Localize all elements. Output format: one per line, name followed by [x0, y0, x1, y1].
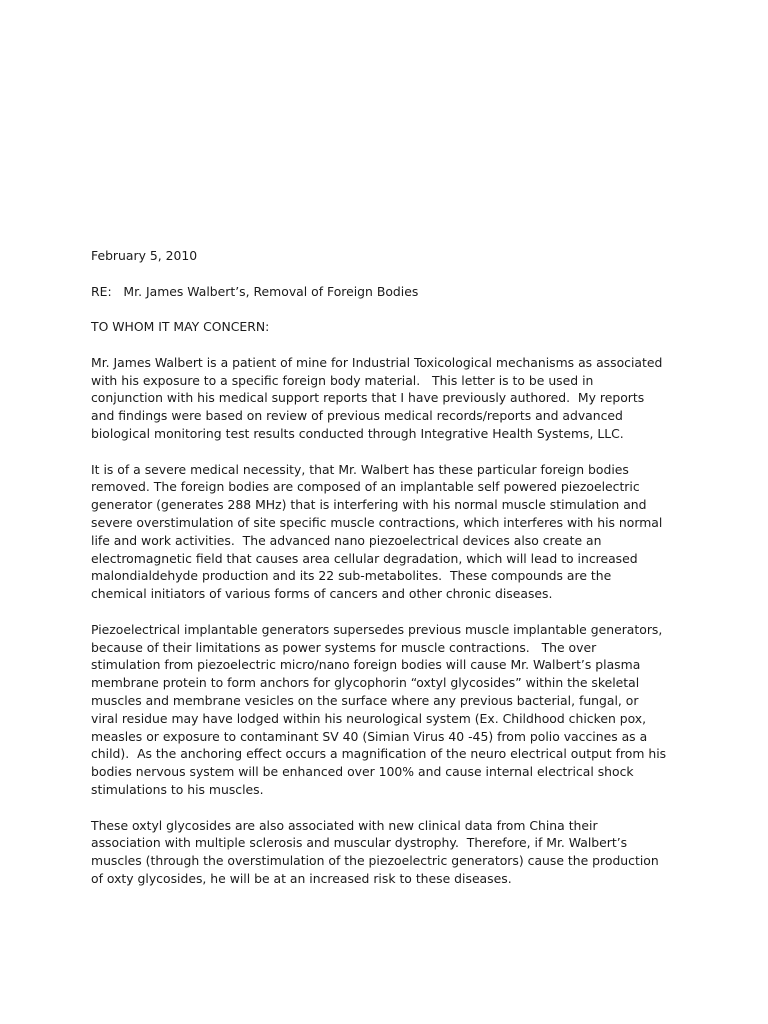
paragraph-line: viral residue may have lodged within his neurological system (Ex. Childhood chicken pox, — [91, 710, 647, 726]
paragraph-line: bodies nervous system will be enhanced over 100% and cause internal electrical shock — [91, 764, 634, 780]
paragraph-line: generator (generates 288 MHz) that is interfering with his normal muscle stimulation and — [91, 497, 647, 513]
paragraph-line: life and work activities. The advanced nano piezoelectrical devices also create an — [91, 532, 602, 548]
paragraph-line: biological monitoring test results conducted through Integrative Health Systems, LLC. — [91, 425, 624, 441]
salutation: TO WHOM IT MAY CONCERN: — [91, 319, 270, 335]
paragraph-line: These oxtyl glycosides are also associated with new clinical data from China their — [91, 817, 598, 833]
paragraph-line: severe overstimulation of site specific muscle contractions, which interferes with his normal — [91, 514, 663, 530]
spacer — [91, 443, 691, 461]
paragraph-line: and findings were based on review of previous medical records/reports and advanced — [91, 408, 623, 424]
paragraph-line: membrane protein to form anchors for glycophorin “oxtyl glycosides” within the skeletal — [91, 675, 640, 691]
spacer — [91, 799, 691, 817]
paragraph-line: It is of a severe medical necessity, that Mr. Walbert has these particular foreign bodies — [91, 461, 629, 477]
re-line: RE: Mr. James Walbert’s, Removal of Foreign Bodies — [91, 283, 419, 299]
spacer — [91, 603, 691, 621]
paragraph-line: removed. The foreign bodies are composed of an implantable self powered piezoelectric — [91, 479, 640, 495]
paragraph-2 — [91, 461, 691, 603]
letter-date: February 5, 2010 — [91, 248, 198, 263]
spacer — [91, 300, 691, 318]
letter-body — [91, 247, 691, 888]
paragraph-line: stimulations to his muscles. — [91, 781, 264, 797]
paragraph-line: of oxty glycosides, he will be at an increased risk to these diseases. — [91, 870, 512, 886]
paragraph-1 — [91, 354, 691, 443]
paragraph-line: chemical initiators of various forms of cancers and other chronic diseases. — [91, 586, 553, 602]
paragraph-line: electromagnetic field that causes area cellular degradation, which will lead to increased — [91, 550, 638, 566]
paragraph-line: muscles (through the overstimulation of the piezoelectric generators) cause the production — [91, 853, 659, 869]
paragraph-3 — [91, 621, 691, 799]
paragraph-line: measles or exposure to contaminant SV 40 (Simian Virus 40 -45) from polio vaccines as a — [91, 728, 648, 744]
paragraph-4 — [91, 817, 691, 888]
spacer — [91, 336, 691, 354]
spacer — [91, 265, 691, 283]
paragraph-line: conjunction with his medical support reports that I have previously authored. My reports — [91, 390, 645, 406]
paragraph-line: Mr. James Walbert is a patient of mine for Industrial Toxicological mechanisms as associated — [91, 354, 663, 370]
paragraph-line: because of their limitations as power systems for muscle contractions. The over — [91, 639, 597, 655]
paragraph-line: Piezoelectrical implantable generators supersedes previous muscle implantable generators, — [91, 621, 663, 637]
paragraph-line: association with multiple sclerosis and muscular dystrophy. Therefore, if Mr. Walbert’s — [91, 835, 628, 851]
paragraph-line: muscles and membrane vesicles on the surface where any previous bacterial, fungal, or — [91, 692, 639, 708]
paragraph-line: child). As the anchoring effect occurs a magnification of the neuro electrical output from his — [91, 746, 667, 762]
paragraph-line: stimulation from piezoelectric micro/nano foreign bodies will cause Mr. Walbert’s plasma — [91, 657, 641, 673]
paragraph-line: malondialdehyde production and its 22 sub-metabolites. These compounds are the — [91, 568, 612, 584]
paragraph-line: with his exposure to a specific foreign body material. This letter is to be used in — [91, 372, 594, 388]
